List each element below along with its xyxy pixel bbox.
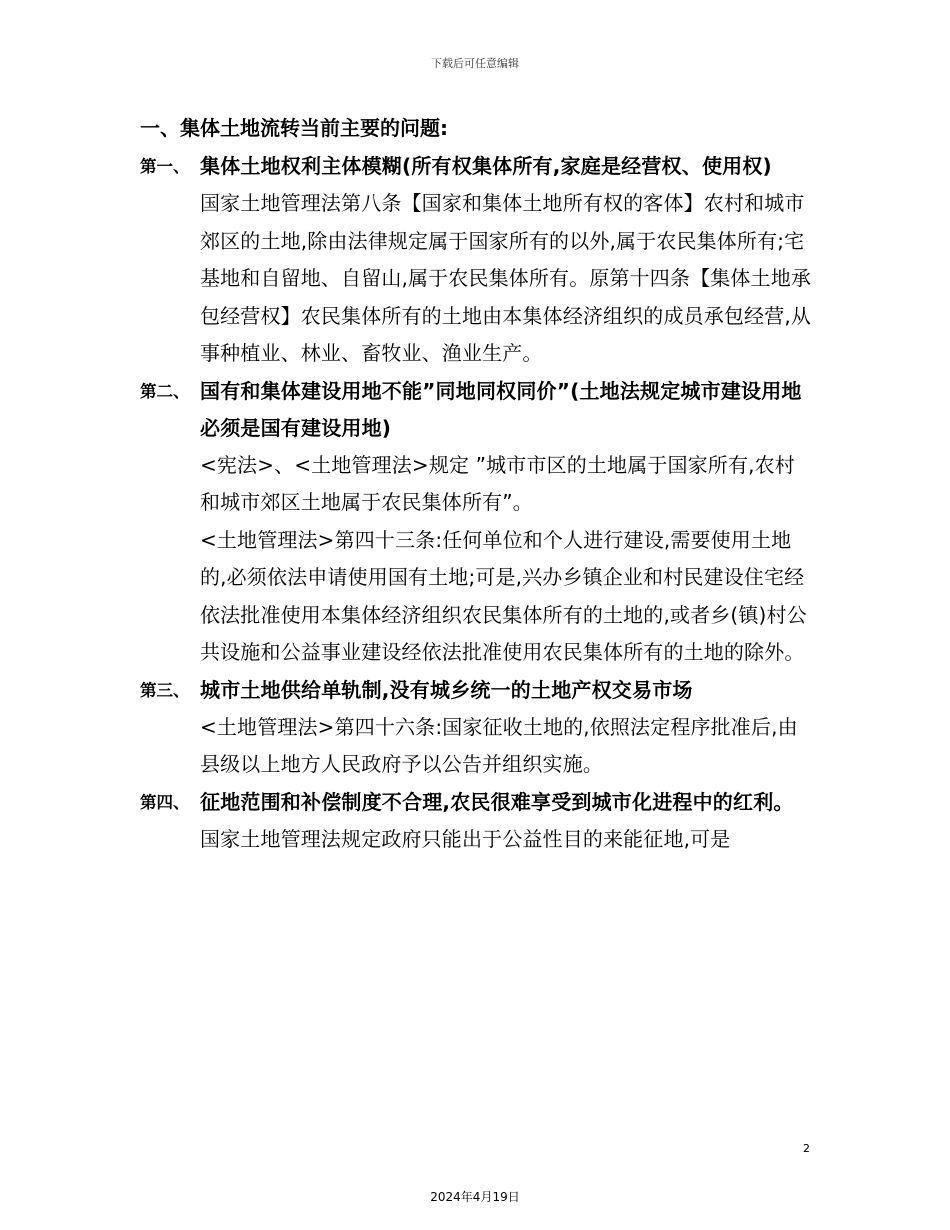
section-heading: 一、集体土地流转当前主要的问题: <box>140 116 448 140</box>
issue-item-3 <box>140 672 812 784</box>
issue-title: 征地范围和补偿制度不合理,农民很难享受到城市化进程中的红利。 <box>200 789 794 814</box>
issue-item-2 <box>140 373 812 672</box>
issue-title-row <box>140 373 812 447</box>
issue-number: 第一、 <box>140 157 190 176</box>
issue-paragraph: <宪法>、<土地管理法>规定 ”城市市区的土地属于国家所有,农村和城市郊区土地属于农民集体所有”。 <box>200 452 795 514</box>
issue-paragraph: <土地管理法>第四十三条:任何单位和个人进行建设,需要使用土地的,必须依法申请使用国有土地;可是,兴办乡镇企业和村民建设住宅经依法批准使用本集体经济组织农民集体所有的土地的,或者乡(镇)村公共设施和公益事业建设经依法批准使用农民集体所有的土地的除外。 <box>200 527 807 664</box>
document-body <box>140 110 812 858</box>
page-footer-date: 2024年4月19日 <box>430 1190 520 1204</box>
issue-title-row <box>140 148 812 185</box>
issue-number: 第三、 <box>140 680 190 700</box>
issue-title-row <box>140 672 812 709</box>
issue-number: 第四、 <box>140 792 190 812</box>
issue-item-4 <box>140 784 812 859</box>
issue-title: 国有和集体建设用地不能”同地同权同价”(土地法规定城市建设用地必须是国有建设用地) <box>200 378 802 440</box>
issue-title: 集体土地权利主体模糊(所有权集体所有,家庭是经营权、使用权) <box>200 154 772 178</box>
page-number: 2 <box>803 1142 810 1155</box>
issue-number: 第二、 <box>140 381 190 401</box>
page-header: 下载后可任意编辑 <box>431 57 519 70</box>
issue-paragraph: 国家土地管理法规定政府只能出于公益性目的来能征地,可是 <box>200 826 731 851</box>
issue-title: 城市土地供给单轨制,没有城乡统一的土地产权交易市场 <box>200 677 693 702</box>
issue-item-1 <box>140 148 812 373</box>
issue-title-row <box>140 784 812 821</box>
issue-paragraph: <土地管理法>第四十六条:国家征收土地的,依照法定程序批准后,由县级以上地方人民政府予以公告并组织实施。 <box>200 714 798 776</box>
issue-paragraph: 国家土地管理法第八条【国家和集体土地所有权的客体】农村和城市郊区的土地,除由法律规定属于国家所有的以外,属于农民集体所有;宅基地和自留地、自留山,属于农民集体所有。原第十四条【集体土地承包经营权】农民集体所有的土地由本集体经济组织的成员承包经营,从事种植业、林业、畜牧业、渔业生产。 <box>200 191 812 365</box>
